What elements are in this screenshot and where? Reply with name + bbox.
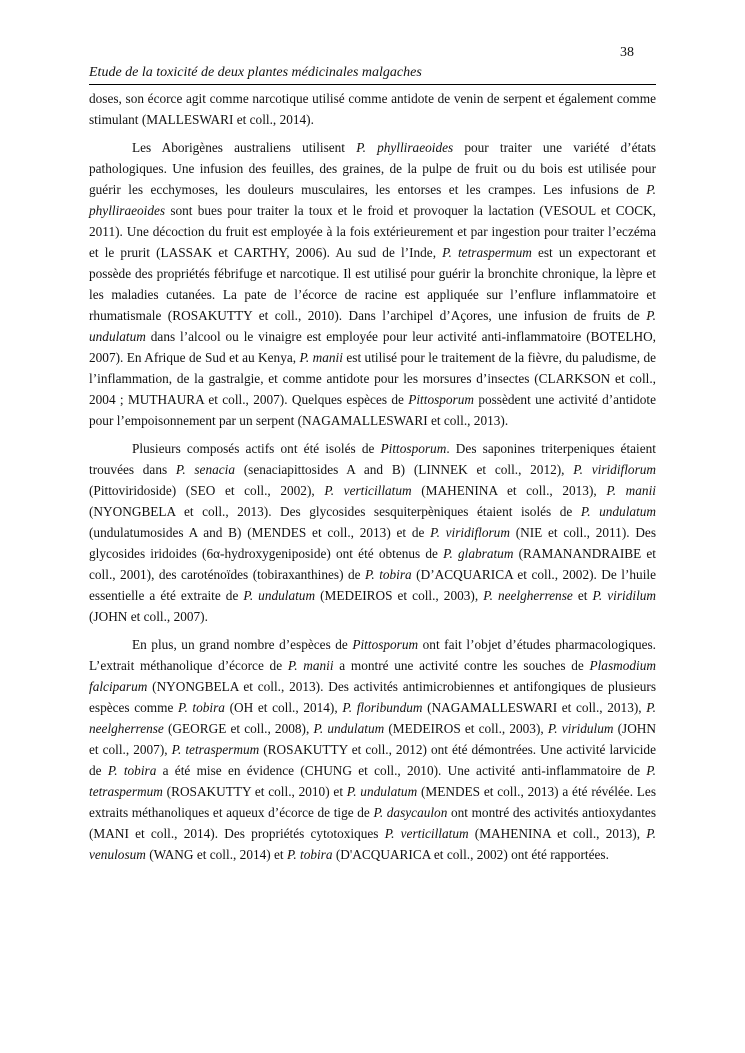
species-name: P. viridilum: [592, 588, 657, 603]
text-run: (MEDEIROS et coll., 2003),: [384, 721, 548, 736]
text-run: (NIE et coll., 2011). Des glycosides iridoides (6α-hydroxygeniposide) ont été obtenus de: [89, 525, 657, 561]
text-run: . Des saponines triterpeniques étaient trouvées dans: [89, 441, 656, 477]
text-run: (ROSAKUTTY et coll., 2012) ont été démontrées. Une activité larvicide de: [89, 742, 656, 778]
species-name: P. tobira: [178, 700, 225, 715]
text-run: (RAMANANDRAIBE et coll., 2001), des caroténoïdes (tobiraxanthines) de: [89, 546, 657, 582]
species-name: Pittosporum: [380, 441, 447, 456]
species-name: P. tobira: [365, 567, 412, 582]
text-run: (JOHN et coll., 2007),: [89, 721, 657, 757]
header-divider: [89, 84, 656, 85]
text-run: (Pittoviridoside) (SEO et coll., 2002),: [89, 483, 325, 498]
species-name: P. undulatum: [89, 308, 656, 344]
paragraph: [89, 137, 656, 431]
species-name: P. undulatum: [346, 784, 418, 799]
text-run: (D'ACQUARICA et coll., 2002) ont été rapportées.: [332, 847, 609, 862]
text-run: sont bues pour traiter la toux et le froid et provoquer la lactation (VESOUL et COCK, 2011). Une décoction du fruit est employée à la fois extérieurement et par ingestion pour traiter l’eczéma et le prurit (LASSAK et CARTHY, 2006). Au sud de l’Inde,: [89, 203, 656, 260]
text-run: (NYONGBELA et coll., 2013). Des glycosides sesquiterpèniques étaient isolés de: [89, 504, 581, 519]
species-name: P. verticillatum: [324, 483, 412, 498]
text-run: et: [572, 588, 593, 603]
text-run: Les Aborigènes australiens utilisent: [132, 140, 357, 155]
species-name: P. floribundum: [342, 700, 423, 715]
species-name: P. glabratum: [443, 546, 514, 561]
species-name: P. tetraspermum: [442, 245, 532, 260]
species-name: Pittosporum: [352, 637, 419, 652]
text-run: est un expectorant et possède des propriétés fébrifuge et narcotique. Il est utilisé pour guérir la bronchite chronique, la lèpre et les maladies cutanées. La pate de l’écorce de racine est appliquée sur l’enflure inflammatoire et rhumatismale (ROSAKUTTY et coll., 2010). Dans l’archipel d’Açores, une infusion de fruits de: [89, 245, 656, 323]
text-run: (ROSAKUTTY et coll., 2010) et: [162, 784, 347, 799]
text-run: a montré une activité contre les souches de: [333, 658, 590, 673]
text-run: (NYONGBELA et coll., 2013). Des activités antimicrobiennes et antifongiques de plusieurs espèces comme: [89, 679, 656, 715]
text-run: En plus, un grand nombre d’espèces de: [132, 637, 353, 652]
species-name: P. neelgherrense: [483, 588, 573, 603]
running-header-title: Etude de la toxicité de deux plantes médicinales malgaches: [89, 65, 422, 80]
text-run: est utilisé pour le traitement de la fièvre, du paludisme, de l’inflammation, de la gastralgie, et comme antidote pour les morsures d’insectes (CLARKSON et coll., 2004 ; MUTHAURA et coll., 2007). Quelques espèces de: [89, 350, 656, 407]
text-run: (senaciapittosides A and B) (LINNEK et coll., 2012),: [235, 462, 574, 477]
text-run: (JOHN et coll., 2007).: [89, 609, 208, 624]
text-run: (MAHENINA et coll., 2013),: [468, 826, 647, 841]
species-name: P. tetraspermum: [89, 763, 656, 799]
species-name: P. tobira: [286, 847, 333, 862]
species-name: P. senacia: [175, 462, 235, 477]
paragraph: [89, 438, 656, 627]
body-text: [89, 88, 656, 872]
species-name: Pittosporum: [408, 392, 474, 407]
text-run: (MAHENINA et coll., 2013),: [411, 483, 607, 498]
species-name: P. viridiflorum: [430, 525, 510, 540]
species-name: P. tobira: [107, 763, 157, 778]
paragraph: [89, 634, 656, 865]
text-run: (MEDEIROS et coll., 2003),: [315, 588, 484, 603]
species-name: P. phylliraeoides: [356, 140, 454, 155]
species-name: P. venulosum: [89, 826, 656, 862]
text-run: (D’ACQUARICA et coll., 2002). De l’huile essentielle a été extraite de: [89, 567, 656, 603]
text-run: Plusieurs composés actifs ont été isolés de: [132, 441, 381, 456]
text-run: pour traiter une variété d’états pathologiques. Une infusion des feuilles, des graines, de la pulpe de fruit ou du bois est utilisée pour guérir les ecchymoses, les douleurs musculaires, les entorses et les crampes. Les infusions de: [89, 140, 656, 197]
species-name: P. dasycaulon: [373, 805, 448, 820]
text-run: a été mise en évidence (CHUNG et coll., 2010). Une activité anti-inflammatoire de: [156, 763, 647, 778]
text-run: doses, son écorce agit comme narcotique utilisé comme antidote de venin de serpent et également comme stimulant (MALLESWARI et coll., 2014).: [89, 91, 656, 127]
text-run: (NAGAMALLESWARI et coll., 2013),: [422, 700, 647, 715]
paragraph: [89, 88, 656, 130]
species-name: P. viridulum: [547, 721, 614, 736]
text-run: ont montré des activités antioxydantes (MANI et coll., 2014). Des propriétés cytotoxiques: [89, 805, 656, 841]
species-name: P. viridiflorum: [573, 462, 656, 477]
species-name: P. manii: [606, 483, 656, 498]
text-run: (undulatumosides A and B) (MENDES et coll., 2013) et de: [89, 525, 431, 540]
species-name: P. verticillatum: [384, 826, 469, 841]
species-name: P. tetraspermum: [171, 742, 260, 757]
species-name: P. manii: [299, 350, 343, 365]
species-name: P. undulatum: [243, 588, 316, 603]
species-name: P. undulatum: [313, 721, 385, 736]
text-run: (GEORGE et coll., 2008),: [163, 721, 314, 736]
text-run: dans l’alcool ou le vinaigre est employée pour leur activité anti-inflammatoire (BOTELHO, 2007). En Afrique de Sud et au Kenya,: [89, 329, 656, 365]
text-run: (WANG et coll., 2014) et: [145, 847, 287, 862]
text-run: (OH et coll., 2014),: [224, 700, 343, 715]
species-name: P. manii: [287, 658, 334, 673]
text-run: (MENDES et coll., 2013) a été révélée. Les extraits méthanoliques et aqueux d’écorce de tige de: [89, 784, 656, 820]
species-name: P. neelgherrense: [89, 700, 656, 736]
species-name: P. undulatum: [580, 504, 656, 519]
page-number: 38: [620, 45, 634, 60]
species-name: P. phylliraeoides: [89, 182, 656, 218]
species-name: Plasmodium falciparum: [89, 658, 656, 694]
text-run: ont fait l’objet d’études pharmacologiques. L’extrait méthanolique d’écorce de: [89, 637, 657, 673]
text-run: possèdent une activité d’antidote pour l’empoisonnement par un serpent (NAGAMALLESWARI et coll., 2013).: [89, 392, 656, 428]
